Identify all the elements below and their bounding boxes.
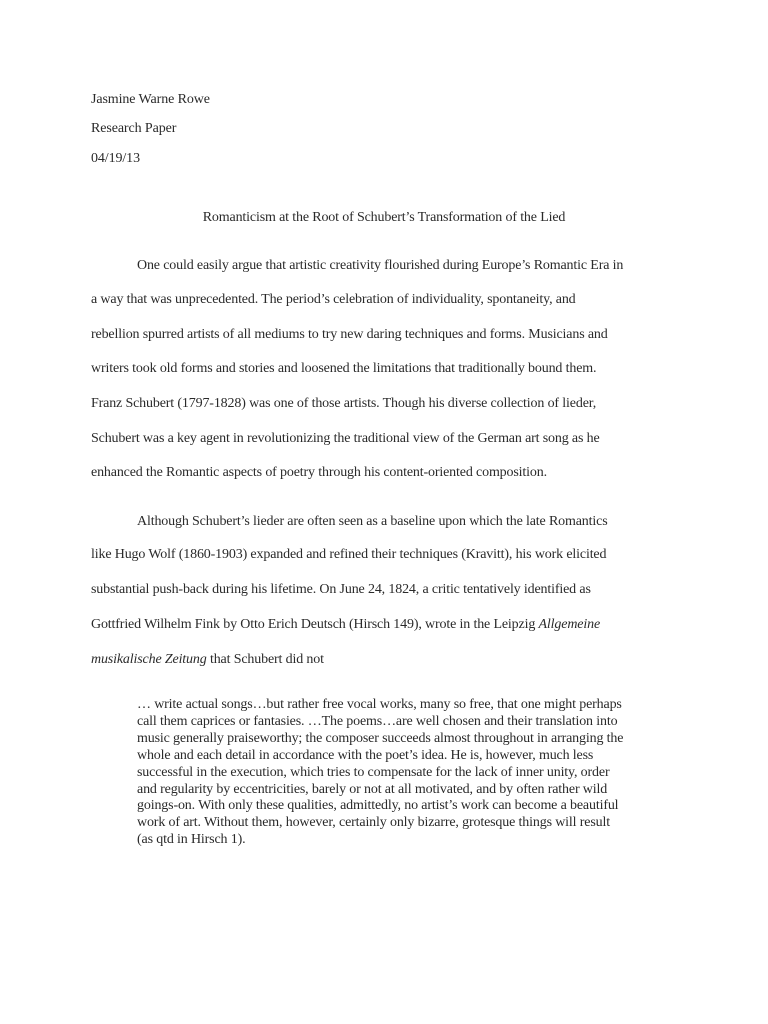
block-quote	[137, 697, 682, 849]
paragraph2-line: like Hugo Wolf (1860-1903) expanded and refined their techniques (Kravitt), his work elicited	[91, 547, 607, 562]
paragraph2-line	[91, 652, 324, 668]
paper-title: Romanticism at the Root of Schubert’s Transformation of the Lied	[202, 210, 566, 225]
author-name: Jasmine Warne Rowe	[91, 92, 210, 107]
paragraph2-line4-text: Gottfried Wilhelm Fink by Otto Erich Deutsch (Hirsch 149), wrote in the Leipzig	[91, 617, 539, 632]
journal-title-part1: Allgemeine	[538, 617, 601, 632]
document-type: Research Paper	[91, 121, 177, 136]
paragraph2-line: substantial push-back during his lifetime. On June 24, 1824, a critic tentatively identified as	[91, 582, 591, 597]
quote-line: goings-on. With only these qualities, admittedly, no artist’s work can become a beautiful	[137, 798, 619, 814]
paragraph1-line: rebellion spurred artists of all mediums to try new daring techniques and forms. Musicians and	[91, 327, 608, 342]
paragraph1-line: Franz Schubert (1797-1828) was one of those artists. Though his diverse collection of lieder,	[91, 396, 597, 411]
paragraph1-line: Schubert was a key agent in revolutionizing the traditional view of the German art song as he	[91, 431, 600, 446]
quote-line: and regularity by eccentricities, barely or not at all motivated, and by often rather wild	[137, 781, 608, 797]
paragraph2-line: Although Schubert’s lieder are often seen as a baseline upon which the late Romantics	[137, 514, 608, 529]
journal-title-part2: musikalische Zeitung	[91, 652, 207, 667]
paragraph1-line: enhanced the Romantic aspects of poetry through his content-oriented composition.	[91, 465, 547, 480]
paragraph1-line: writers took old forms and stories and loosened the limitations that traditionally bound them.	[91, 361, 597, 376]
quote-line: whole and each detail in accordance with the poet’s idea. He is, however, much less	[137, 747, 594, 763]
paragraph1-line: a way that was unprecedented. The period’s celebration of individuality, spontaneity, and	[91, 292, 576, 307]
quote-line: … write actual songs…but rather free vocal works, many so free, that one might perhaps	[137, 697, 622, 712]
paragraph2-line5-text: that Schubert did not	[206, 652, 324, 667]
quote-line: call them caprices or fantasies. …The poems…are well chosen and their translation into	[137, 713, 618, 729]
quote-line: music generally praiseworthy; the composer succeeds almost throughout in arranging the	[137, 730, 624, 746]
quote-line: successful in the execution, which tries to compensate for the lack of inner unity, order	[137, 764, 610, 780]
quote-line: (as qtd in Hirsch 1).	[137, 832, 246, 848]
document-date: 04/19/13	[91, 151, 140, 166]
paragraph2-line	[91, 617, 600, 633]
paragraph1-line: One could easily argue that artistic creativity flourished during Europe’s Romantic Era in	[137, 258, 624, 273]
quote-line: work of art. Without them, however, certainly only bizarre, grotesque things will result	[137, 815, 610, 831]
